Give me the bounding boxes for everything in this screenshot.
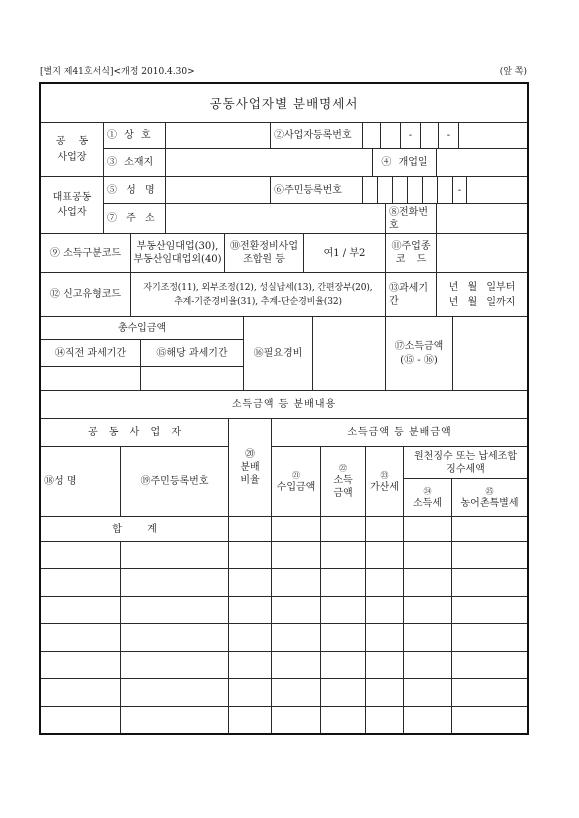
income-type-code-label: ⑨ 소득구분코드: [40, 233, 131, 273]
filing-type-code-label: ⑫ 신고유형코드: [40, 272, 131, 317]
income-label-line1: 소득: [333, 475, 353, 486]
ratio-number: ⑳: [245, 449, 255, 460]
rural-special-tax-cell: [451, 651, 528, 679]
business-registration-number-label: ②사업자등록번호: [270, 122, 363, 149]
partner-resident-number-cell: [120, 623, 229, 652]
penalty-tax-cell: [365, 568, 404, 597]
total-ratio-cell: [228, 516, 272, 542]
penalty-tax-cell: [365, 678, 404, 707]
representative-section-label: [40, 176, 104, 234]
main-industry-code-value: [436, 233, 528, 273]
income-tax-cell: [403, 568, 452, 597]
income-amount-cell: [320, 623, 366, 652]
location-label: ③ 소재지: [103, 148, 166, 177]
total-revenue-label: 총수입금액: [40, 316, 244, 340]
address-label: ⑦ 주 소: [103, 203, 166, 234]
tax-period-from: 년 월 일부터: [448, 281, 516, 293]
income-amount-header: [320, 446, 366, 517]
previous-period-label: ⑭직전 과세기간: [40, 339, 141, 367]
ratio-label-line1: 분배: [240, 462, 260, 473]
opening-date-label: ④ 개업일: [372, 148, 437, 177]
opening-date-value: [436, 148, 528, 177]
withholding-tax-header: [403, 446, 528, 479]
distributed-amounts-header: 소득금액 등 분배금액: [271, 418, 528, 447]
partner-name-cell: [40, 568, 121, 597]
partner-name-cell: [40, 651, 121, 679]
registration-number-separator: -: [400, 122, 421, 149]
form-title: 공동사업자별 분배명세서: [40, 83, 528, 123]
rural-special-tax-cell: [451, 706, 528, 734]
rural-special-tax-cell: [451, 568, 528, 597]
rural-special-tax-cell: [451, 596, 528, 624]
total-revenue-cell: [271, 516, 321, 542]
revenue-amount-cell: [271, 678, 321, 707]
redevelopment-member-label: [224, 233, 304, 273]
partner-resident-number-cell: [120, 678, 229, 707]
trade-name-value: [165, 122, 271, 149]
partner-resident-number-cell: [120, 568, 229, 597]
income-number: ㉒: [339, 464, 347, 473]
revenue-number: ㉑: [292, 470, 300, 480]
registration-number-box: [362, 122, 381, 149]
distribution-ratio-cell: [228, 568, 272, 597]
income-tax-cell: [403, 651, 452, 679]
representative-label-line2: 사업자: [57, 207, 87, 218]
registration-number-separator: -: [438, 122, 459, 149]
redevelopment-member-options: 여1 / 부2: [303, 233, 386, 273]
location-value: [165, 148, 373, 177]
income-amount-cell: [320, 596, 366, 624]
phone-label-line2: 호: [389, 219, 399, 231]
phone-value: [436, 203, 528, 234]
business-site-label-line1: 공 동: [55, 135, 89, 147]
partner-name-cell: [40, 678, 121, 707]
tax-period-label-line2: 간: [389, 295, 399, 307]
page-side-label: (앞 쪽): [499, 67, 527, 77]
resident-number-box: [377, 176, 393, 204]
income-amount-label-line2: (⑮ - ⑯): [400, 354, 438, 366]
income-tax-number: ㉔: [423, 486, 432, 496]
ratio-label-line2: 비율: [240, 475, 260, 486]
penalty-tax-cell: [365, 596, 404, 624]
registration-number-box: [458, 122, 528, 149]
filing-type-option-line1: 자기조정(11), 외부조정(12), 성실납세(13), 간편장부(20),: [143, 282, 373, 293]
income-type-code-options: [130, 233, 225, 273]
tax-period-label-line1: ⑬과세기: [389, 282, 428, 294]
partner-name-cell: [40, 541, 121, 569]
partner-resident-number-header: ⑲주민등록번호: [120, 446, 229, 517]
distribution-ratio-header: [228, 418, 272, 517]
distribution-ratio-cell: [228, 651, 272, 679]
revenue-amount-cell: [271, 541, 321, 569]
previous-period-value: [40, 366, 141, 391]
partner-resident-number-cell: [120, 651, 229, 679]
penalty-label: 가산세: [370, 481, 399, 493]
rural-special-tax-cell: [451, 623, 528, 652]
distribution-ratio-cell: [228, 706, 272, 734]
distribution-section-title: 소득금액 등 분배내용: [40, 390, 528, 419]
penalty-tax-header: [365, 446, 404, 517]
income-amount-label-line1: ⑰소득금액: [394, 340, 444, 352]
income-type-option-2: 부동산임대업외(40): [133, 254, 222, 265]
redevelopment-label-line1: ⑩전환정비사업: [230, 241, 298, 252]
income-amount-label: [385, 316, 453, 391]
total-income-cell: [320, 516, 366, 542]
revenue-amount-cell: [271, 596, 321, 624]
resident-number-label: ⑥주민등록번호: [270, 176, 363, 204]
income-amount-cell: [320, 568, 366, 597]
rural-tax-number: ㉕: [485, 486, 494, 496]
form-number: [별지 제41호서식]<개정 2010.4.30>: [40, 67, 195, 77]
rural-special-tax-cell: [451, 541, 528, 569]
total-penalty-cell: [365, 516, 404, 542]
income-tax-cell: [403, 706, 452, 734]
partner-resident-number-cell: [120, 541, 229, 569]
tax-period-label: [385, 272, 437, 317]
income-tax-cell: [403, 596, 452, 624]
income-amount-cell: [320, 678, 366, 707]
penalty-tax-cell: [365, 651, 404, 679]
revenue-amount-header: [271, 446, 321, 517]
penalty-tax-cell: [365, 706, 404, 734]
distribution-ratio-cell: [228, 678, 272, 707]
rural-tax-label: 농어촌특별세: [460, 497, 519, 509]
main-industry-code-label: [385, 233, 437, 273]
penalty-number: ㉓: [380, 470, 389, 480]
representative-name-value: [165, 176, 271, 204]
resident-number-box: [422, 176, 438, 204]
registration-number-box: [420, 122, 439, 149]
penalty-tax-cell: [365, 541, 404, 569]
rural-special-tax-header: [451, 478, 528, 517]
representative-name-label: ⑤ 성 명: [103, 176, 166, 204]
resident-number-box: [407, 176, 423, 204]
revenue-amount-cell: [271, 568, 321, 597]
current-period-value: [140, 366, 244, 391]
registration-number-box: [380, 122, 401, 149]
resident-number-box: [392, 176, 408, 204]
withholding-label-line1: 원천징수 또는 납세조합: [414, 450, 517, 462]
phone-label: [385, 203, 437, 234]
income-label-line2: 금액: [333, 488, 353, 499]
distribution-ratio-cell: [228, 541, 272, 569]
income-amount-cell: [320, 541, 366, 569]
revenue-amount-cell: [271, 623, 321, 652]
total-income-tax-cell: [403, 516, 452, 542]
income-amount-cell: [320, 706, 366, 734]
distribution-ratio-cell: [228, 623, 272, 652]
resident-number-box: [362, 176, 378, 204]
partner-resident-number-cell: [120, 706, 229, 734]
total-rural-tax-cell: [451, 516, 528, 542]
revenue-label: 수입금액: [276, 481, 316, 493]
partner-name-cell: [40, 596, 121, 624]
total-row-label: 합 계: [40, 516, 229, 542]
main-industry-label-line1: ⑪주업종: [391, 241, 431, 252]
partners-header: 공 동 사 업 자: [40, 418, 229, 447]
redevelopment-label-line2: 조합원 등: [243, 254, 285, 265]
business-site-label-line2: 사업장: [57, 151, 87, 163]
revenue-amount-cell: [271, 651, 321, 679]
revenue-amount-cell: [271, 706, 321, 734]
filing-type-code-options: [130, 272, 386, 317]
income-type-option-1: 부동산임대업(30),: [136, 241, 219, 252]
penalty-tax-cell: [365, 623, 404, 652]
income-tax-cell: [403, 623, 452, 652]
tax-period-value: [436, 272, 528, 317]
trade-name-label: ① 상 호: [103, 122, 166, 149]
current-period-label: ⑮해당 과세기간: [140, 339, 244, 367]
partner-name-cell: [40, 706, 121, 734]
income-amount-cell: [320, 651, 366, 679]
necessary-expenses-label: ⑯필요경비: [243, 316, 313, 391]
main-industry-label-line2: 코 드: [395, 254, 427, 265]
necessary-expenses-value: [312, 316, 386, 391]
income-tax-cell: [403, 541, 452, 569]
partner-resident-number-cell: [120, 596, 229, 624]
income-tax-cell: [403, 678, 452, 707]
filing-type-option-line2: 추계-기준경비율(31), 추계-단순경비율(32): [174, 296, 342, 307]
tax-period-to: 년 월 일까지: [448, 296, 516, 308]
withholding-label-line2: 징수세액: [446, 463, 485, 475]
resident-number-box: [466, 176, 528, 204]
representative-label-line1: 대표공동: [52, 192, 92, 203]
business-site-section-label: [40, 122, 104, 177]
distribution-ratio-cell: [228, 596, 272, 624]
phone-label-line1: ⑧전화번: [389, 206, 428, 218]
resident-number-box: [437, 176, 453, 204]
income-tax-label: 소득세: [413, 497, 442, 509]
partner-name-header: ⑱성 명: [40, 446, 121, 517]
address-value: [165, 203, 386, 234]
rural-special-tax-cell: [451, 678, 528, 707]
resident-number-separator: -: [452, 176, 467, 204]
partner-name-cell: [40, 623, 121, 652]
income-amount-value: [452, 316, 528, 391]
income-tax-header: [403, 478, 452, 517]
